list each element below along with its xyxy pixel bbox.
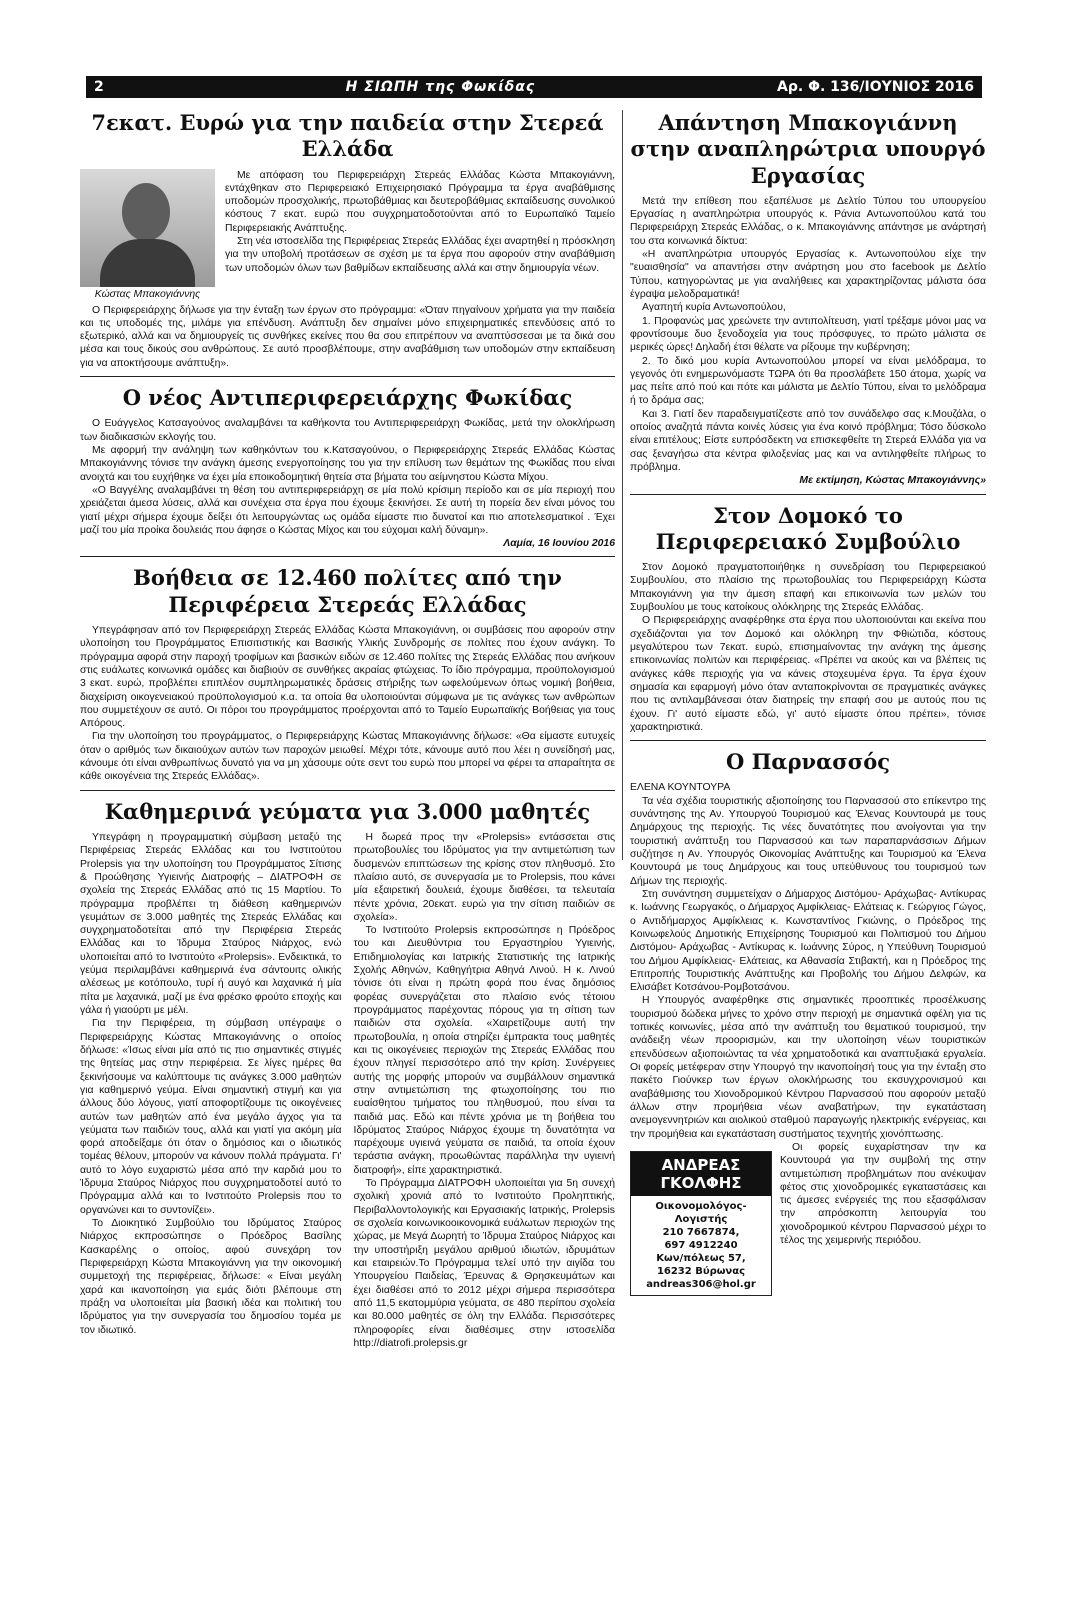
page-header: [86, 76, 982, 98]
paragraph: Υπεγράφη η προγραμματική σύμβαση μεταξύ της Περιφέρειας Στερεάς Ελλάδας και του Ινστιτούτου Prolepsis για την υλοποίηση του Προγράμματος Σίτισης & Προώθησης Υγιεινής Διατροφής – ΔΙΑΤΡΟΦΗ σε σχολεία της Στερεάς Ελλάδας από τις 15 Μαρτίου. Το πρόγραμμα προβλέπει τη διάθεση καθημερινών γευμάτων σε 3.000 μαθητές της Στερεάς Ελλάδας και συγχρηματοδοτείται από την Περιφέρεια Στερεάς Ελλάδας και το Ίδρυμα Σταύρος Νιάρχος, ενώ υλοποιείται από το Ινστιτούτο «Prolepsis». Ενδεικτικά, το γεύμα περιλαμβάνει καθημερινά ένα σάντουιτς ολικής αλέσεως με κοτόπουλο, τυρί ή αυγό και λαχανικά ή μία πίτα με λαχανικά, μαζί με ένα φρέσκο φρούτο εποχής και γάλα ή γιαούρτι με μέλι.: [80, 831, 342, 1016]
photo-block: [80, 169, 215, 300]
paragraph: «Ο Βαγγέλης αναλαμβάνει τη θέση του αντιπεριφερειάρχη σε μία πολύ κρίσιμη περίοδο και σε μία περιοχή που χρειάζεται άμεσα λύσεις, αλλά και συνέχεια στα έργα που έχουμε ξεκινήσει. Σε αυτή τη πορεία δεν είναι μόνος του γιατί μέχρι σήμερα έχουμε δείξει ότι λειτουργώντας ως ομάδα είμαστε πιο δυνατοί και πιο αποτελεσματικοί . Έχει μαζί του μία προίκα δουλειάς που άφησε ο Κώστας Μίχος και του εύχομαι καλή δύναμη».: [80, 484, 615, 536]
divider: [80, 376, 615, 377]
text-column: [80, 831, 342, 1350]
paragraph: Για την Περιφέρεια, τη σύμβαση υπέγραψε ο Περιφερειάρχης Κώστας Μπακογιάννης ο οποίος δήλωσε: «Ίσως είναι μία από τις πιο σημαντικές στιγμές της θητείας μας στην περιφέρεια. Σε λίγες ημέρες θα ξεκινήσουμε να καλύπτουμε τις ανάγκες 3.000 μαθητών για καθημερινό γεύμα. Είναι σημαντική στιγμή και για άλλους δύο λόγους, γιατί αποφορτίζουμε τις οικογένειες αυτών των μαθητών από ένα μεγάλο άγχος για τα γεύματα των παιδιών τους, αλλά και γιατί για ακόμη μία φορά αποδείξαμε ότι όταν ο δημόσιος και ο ιδιωτικός τομέας θέλουν, μπορούν να κάνουν πολλά πράγματα. Γι' αυτό το λόγο ευχαριστώ μέσα από την καρδιά μου το Ίδρυμα Σταύρος Νιάρχος που συγχρηματοδοτεί αυτό το Πρόγραμμα αλλά και το Ινστιτούτο Prolepsis που το οργανώνει και το συντονίζει».: [80, 1018, 342, 1216]
paragraph: Με απόφαση του Περιφερειάρχη Στερεάς Ελλάδας Κώστα Μπακογιάννη, εντάχθηκαν στο Περιφερειακό Επιχειρησιακό Πρόγραμμα τα έργα αναβάθμισης υποδομών προσχολικής, πρωτοβάθμιας και δευτεροβάθμιας εκπαίδευσης συνολικού κόστους 7 εκατ. ευρώ που συγχρηματοδοτούνται από το Ευρωπαϊκό Ταμείο Περιφερειακής Ανάπτυξης.: [225, 169, 615, 234]
paragraph: Υπεγράφησαν από τον Περιφερειάρχη Στερεάς Ελλάδας Κώστα Μπακογιάννη, οι συμβάσεις που αφορούν στην υλοποίηση του Προγράμματος Επισιτιστικής και Βασικής Υλικής Συνδρομής σε πολίτες που έχουν ανάγκη. Το πρόγραμμα αφορά στην παροχή τροφίμων και βασικών ειδών σε 12.460 πολίτες της Στερεάς Ελλάδας που ανήκουν στις ευάλωτες κοινωνικά ομάδες και διαβιούν σε συνθήκες ακραίας φτώχειας. Το ίδιο πρόγραμμα, προϋπολογισμού 3 εκατ. ευρώ, προβλέπει επιπλέον συμπληρωματικές δράσεις στήριξης των ωφελούμενων όπως νομική βοήθεια, διαχείριση οικογενειακού προϋπολογισμού κ.α. τα οποία θα υλοποιούνται σύμφωνα με τις ανάγκες των ανθρώπων που συμμετέχουν σε αυτό. Οι πόροι του προγράμματος προέρχονται από το Ταμείο Ευρωπαϊκής Βοήθειας για τους Απόρους.: [80, 624, 615, 730]
article-parnassos: [630, 749, 986, 1290]
paragraph: Το Ινστιτούτο Prolepsis εκπροσώπησε η Πρόεδρος του και Διευθύντρια του Εργαστηρίου Υγιεινής, Επιδημιολογίας και Ιατρικής Στατιστικής της Ιατρικής Σχολής Αθηνών, Καθηγήτρια Αθηνά Λινού. Η κ. Λινού τόνισε ότι είναι η πρώτη φορά που ένας δημόσιος φορέας συνεργάζεται στο πλαίσιο ενός τέτοιου προγράμματος παρέχοντας πόρους για τη σίτιση των παιδιών στα σχολεία. «Χαιρετίζουμε αυτή την πρωτοβουλία, η οποία στηρίζει έμπρακτα τους μαθητές και τις οικογένειες περιοχών της Στερεάς Ελλάδας που έχουν πληγεί περισσότερο από την κρίση. Συνέργειες αυτής της μορφής μπορούν να συμβάλλουν σημαντικά στην αντιμετώπιση της φτωχοποίησης του πιο ευαίσθητου τμήματος του πληθυσμού, που είναι τα παιδιά μας. Εδώ και πέντε χρόνια με τη βοήθεια του Ιδρύματος Σταύρος Νιάρχος έχουμε τη δυνατότητα να παρέχουμε υγιεινά γεύματα σε παιδιά, τα οποία έχουν τεράστια ανάγκη, προωθώντας παράλληλα την υγιεινή διατροφή», είπε χαρακτηριστικά.: [353, 925, 615, 1176]
photo-caption: Κώστας Μπακογιάννης: [94, 288, 201, 300]
advertisement-box: [630, 1151, 772, 1296]
ad-line: Οικονομολόγος-Λογιστής: [655, 1200, 747, 1225]
article-title: Απάντηση Μπακογιάννη στην αναπληρώτρια υπουργό Εργασίας: [630, 110, 986, 188]
article-meals: [80, 799, 615, 1350]
advertiser-name: ΑΝΔΡΕΑΣ ΓΚΟΛΦΗΣ: [631, 1152, 771, 1196]
article-title: 7εκατ. Ευρώ για την παιδεία στην Στερεά Ελλάδα: [91, 110, 604, 162]
paragraph: 1. Προφανώς μας χρεώνετε την αντιπολίτευση, γιατί τρέξαμε μόνοι μας να φροντίσουμε δυο ξενοδοχεία για τους πρόσφυγες, το πρώτο μάλιστα σε μερικές ώρες! Δηλαδή έτσι θέλατε να ρίξουμε την κυβέρνηση;: [630, 315, 986, 354]
paragraph: Στη συνάντηση συμμετείχαν ο Δήμαρχος Διστόμου- Αράχωβας- Αντίκυρας κ. Ιωάννης Γεωργακός, ο Δήμαρχος Αμφίκλειας- Ελάτειας κ. Γεώργιος Γώγος, ο Αντιδήμαρχος Αμφίκλειας κ. Κωνσταντίνος Γκιώνης, ο Πρόεδρος της Κοινωφελούς Δημοτικής Επιχείρησης Τουρισμού και Πολιτισμού του Δήμου Διστόμου- Αράχωβας - Αντίκυρας κ. Ιωάννης Σύρος, η Υπεύθυνη Τουρισμού του Δήμου Αμφίκλειας- Ελάτειας, κα Αθανασία Στιβακτή, και η Πρόεδρος της Επιτροπής Τουριστικής Ανάπτυξης και Προβολής του Δήμου Δελφών, κα Ελισάβετ Κοτσάνου-Ρομβοτσάνου.: [630, 888, 986, 994]
article-title: Βοήθεια σε 12.460 πολίτες από την Περιφέρεια Στερεάς Ελλάδας: [133, 565, 562, 617]
ad-line: 16232 Βύρωνας: [656, 1265, 746, 1277]
signature: Με εκτίμηση, Κώστας Μπακογιάννης»: [799, 475, 986, 487]
paragraph: 2. Το δικό μου κυρία Αντωνοπούλου μπορεί να είναι μελόδραμα, το γεγονός ότι ενημερωνόμαστε ΤΩΡΑ ότι θα προσλάβετε 150 άτομα, χωρίς να μας πείτε από πού και πότε και μάλιστα με Δελτίο Τύπου, είναι το μελόδραμα ή το δράμα σας;: [630, 355, 986, 407]
paragraph: Αγαπητή κυρία Αντωνοπούλου,: [642, 302, 786, 314]
paragraph: Στη νέα ιστοσελίδα της Περιφέρειας Στερεάς Ελλάδας έχει αναρτηθεί η πρόσκληση για την υποβολή προτάσεων σε σχέση με τα έργα που αφορούν στην αναβάθμιση των υποδομών όλων των βαθμίδων εκπαίδευσης αλλά και στην δημιουργία νέων.: [225, 236, 615, 274]
article-aid: [80, 565, 615, 783]
page-number: 2: [94, 79, 104, 95]
dateline: Λαμία, 16 Ιουνίου 2016: [503, 538, 615, 550]
paragraph: Για την υλοποίηση του προγράμματος, ο Περιφερειάρχης Κώστας Μπακογιάννης δήλωσε: «Θα είμαστε ευτυχείς όταν ο αριθμός των δικαιούχων αυτών των παροχών μειωθεί. Μέχρι τότε, κάνουμε αυτό που λέει η συνείδησή μας, κάνουμε ότι είναι ανθρωπίνως δυνατό για να μη χάσουμε ούτε σεντ του ευρώ που μπορεί να φέρει τα απαραίτητα σε κάθε οικογένεια της Στερεάς Ελλάδας».: [80, 731, 615, 783]
portrait-photo: [80, 169, 215, 287]
article-reply: [630, 110, 986, 488]
paragraph: Μετά την επίθεση που εξαπέλυσε με Δελτίο Τύπου του υπουργείου Εργασίας η αναπληρώτρια υπουργός κ. Ράνια Αντωνοπούλου κατά του Περιφερειάρχη Στερεάς Ελλάδας, ο κ. Μπακογιάννης απάντησε με ανάρτησή του στα κοινωνικά δίκτυα:: [630, 195, 986, 247]
divider: [80, 556, 615, 557]
article-deputy-governor: [80, 385, 615, 550]
paragraph: Τα νέα σχέδια τουριστικής αξιοποίησης του Παρνασσού στο επίκεντρο της συνάντησης της Αν. Υπουργού Τουρισμού κας Έλενας Κουντουρά με τους Δημάρχους της περιοχής. Τις νέες δυνατότητες που ανοίγονται για την τουριστική ανάπτυξη του Παρνασσού και των παραπαρνάσσιων Δήμων συζήτησε η Αν. Υπουργός Οικονομίας Ανάπτυξης και Τουρισμού κα Έλενα Κουντουρά με τους Δημάρχους και τους υπεύθυνους του τουρισμού των Δήμων της περιοχής.: [630, 795, 986, 887]
paragraph: Το Πρόγραμμα ΔΙΑΤΡΟΦΗ υλοποιείται για 5η συνεχή σχολική χρονιά από το Ινστιτούτο Προληπτικής, Περιβαλλοντολογικής και Εργασιακής Ιατρικής, Prolepsis σε σχολεία κοινωνικοοικονομικά ευάλωτων περιοχών της χώρας, με Μεγά Δωρητή το Ίδρυμα Σταύρος Νιάρχος και την υποστήριξη μεγάλου αριθμού ιδιωτών, ιδρυμάτων και εταιρειών.Το Πρόγραμμα τελεί υπό την αιγίδα του Υπουργείου Παιδείας, Έρευνας & Θρησκευμάτων και έχει διαθέσει από το 2012 μέχρι σήμερα περισσότερα από 11,5 εκατομμύρια γεύματα, σε 480 περίπου σχολεία και 80.000 μαθητές σε όλη την Ελλάδα. Περισσότερες πληροφορίες είναι διαθέσιμες στην ιστοσελίδα http://diatrofi.prolepsis.gr: [353, 1178, 615, 1349]
divider: [630, 494, 986, 495]
paragraph: Με αφορμή την ανάληψη των καθηκόντων του κ.Κατσαγούνου, ο Περιφερειάρχης Στερεάς Ελλάδας Κώστας Μπακογιάννης τόνισε την ανάγκη άμεσης ενεργοποίησης του για την επίλυση των θεμάτων της Φωκίδας που είναι ανοιχτά και του ευχήθηκε να έχει μία εποικοδομητική θητεία στα βήματα του αείμνηστου Κώστα Μίχου.: [80, 444, 615, 483]
paragraph: Στον Δομοκό πραγματοποιήθηκε η συνεδρίαση του Περιφερειακού Συμβουλίου, στο πλαίσιο της πρωτοβουλίας του Περιφερειάρχη Κώστα Μπακογιάννη για την άμεση επαφή και επικοινωνία των μελών του Συμβουλίου με τους κατοίκους ολόκληρης της Στερεάς Ελλάδας.: [630, 562, 986, 614]
article-domokos: [630, 503, 986, 735]
article-title: Ο νέος Αντιπεριφερειάρχης Φωκίδας: [122, 385, 573, 411]
ad-line: 210 7667874,: [662, 1226, 740, 1238]
paragraph: Η δωρεά προς την «Prolepsis» εντάσσεται στις πρωτοβουλίες του Ιδρύματος για την αντιμετώπιση των δυσμενών επιπτώσεων της κρίσης στον πληθυσμό. Στο πλαίσιο αυτό, σε συνεργασία με το Prolepsis, που κάνει μία εξαιρετική δουλειά, έχουμε διαθέσει, τα τελευταία πέντε χρόνια, 20εκατ. ευρώ για την σίτιση παιδιών σε σχολεία».: [353, 831, 615, 923]
ad-line: 697 4912240: [664, 1239, 738, 1251]
paragraph: «Η αναπληρώτρια υπουργός Εργασίας κ. Αντωνοπούλου είχε την "ευαισθησία" να απαντήσει στην ανάρτηση μου στο facebook με Δελτίο Τύπου, κατηγορώντας με για αναλήθειες και χαρακτηρίζοντας μάλιστα όσα έγραψα μελοδραματικά!: [630, 249, 986, 300]
column-divider: [622, 110, 623, 860]
right-column: [630, 110, 986, 1296]
ad-line: Κων/πόλεως 57,: [656, 1252, 746, 1264]
publication-name: Η ΣΙΩΠΗ της Φωκίδας: [345, 79, 536, 95]
author: ΕΛΕΝΑ ΚΟΥΝΤΟΥΡΑ: [630, 782, 731, 794]
article-title: Ο Παρνασσός: [725, 749, 891, 775]
paragraph: Η Υπουργός αναφέρθηκε στις σημαντικές προοπτικές προσέλκυσης τουρισμού δώδεκα μήνες το χρόνο στην περιοχή με σημαντικά οφέλη για τις τοπικές κοινωνίες, μέσα από την ανάπτυξη του θεματικού τουρισμού, την ανάδειξη νέων προορισμών, και την υλοποίηση νέων τουριστικών επενδύσεων αξιοποιώντας τα νέα χρηματοδοτικά και αναπτυξιακά εργαλεία. Οι φορείς μετέφεραν στην Υπουργό την ικανοποίησή τους για την ένταξη στο πακέτο Γιούνκερ των έργων ολοκλήρωσης του εκσυγχρονισμού και αναβάθμισης του Χιονοδρομικού Κέντρου Παρνασσού που αφορούν μεταξύ άλλων στην προμήθεια νέων αναβατήρων, την εγκατάσταση ανεμογεννητριών και αιολικού σταθμού παραγωγής ηλεκτρικής ενέργειας, και την προμήθεια και εγκατάσταση συστήματος τεχνητής χιονόπτωσης.: [630, 995, 986, 1140]
divider: [80, 790, 615, 791]
paragraph: Ο Περιφερειάρχης αναφέρθηκε στα έργα που υλοποιούνται και εκείνα που σχεδιάζονται για τον Δομοκό και ολόκληρη την Φθιώτιδα, κόστους μεγαλύτερου των 7εκατ. ευρώ, επισημαίνοντας την ανάγκη της άμεσης επικοινωνίας πολιτών και περιφέρειας. «Πρέπει να ακούς και να βλέπεις τις ανάγκες κάθε περιοχής για να κάνεις στοχευμένα έργα. Τα έργα έχουν σημασία και εφαρμογή μόνο όταν ανταποκρίνονται σε πραγματικές ανάγκες που τις αντιλαμβάνεσαι όταν διατηρείς την επαφή σου με αυτούς που τις έχουν. Γι' αυτό είμαστε εδώ, γι' αυτό είμαστε όπου πρέπει», τόνισε χαρακτηριστικά.: [630, 615, 986, 733]
article-title: Στον Δομοκό το Περιφερειακό Συμβούλιο: [655, 502, 961, 554]
paragraph: Οι φορείς ευχαρίστησαν την κα Κουντουρά για την συμβολή της στην αντιμετώπιση προβλημάτων που ανέκυψαν φέτος στις χιονοδρομικές εγκαταστάσεις και τις άμεσες ενέργειές της που εξασφάλισαν την απρόσκοπτη λειτουργία του χιονοδρομικού κέντρου Παρνασσού μέχρι το τέλος της χειμερινής περιόδου.: [780, 1141, 986, 1247]
text-column: [354, 831, 616, 1350]
issue-number: Αρ. Φ. 136/ΙΟΥΝΙΟΣ 2016: [777, 79, 974, 95]
left-column: [80, 110, 615, 1350]
article-education: [80, 110, 615, 370]
divider: [630, 740, 986, 741]
paragraph: Ο Ευάγγελος Κατσαγούνος αναλαμβάνει τα καθήκοντα του Αντιπεριφερειάρχη Φωκίδας, μετά την ολοκλήρωση των διαδικασιών εκλογής του.: [80, 418, 615, 443]
paragraph: Και 3. Γιατί δεν παραδειγματίζεστε από τον συνάδελφο σας κ.Μουζάλα, ο οποίος αναζητά πάντα κοινές λύσεις για ένα κοινό πρόβλημα; Τόσο δύσκολο είναι επιτέλους; Είστε ευπρόσδεκτη να επισκεφθείτε τη Στερεά Ελλάδα για να σας ξεναγήσω στα κέντρα φιλοξενίας μας και να αντιληφθείτε πλήρως το πρόβλημα.: [630, 408, 986, 473]
ad-line: andreas306@hol.gr: [646, 1278, 756, 1290]
paragraph: Ο Περιφερειάρχης δήλωσε για την ένταξη των έργων στο πρόγραμμα: «Όταν πηγαίνουν χρήματα για την παιδεία και τις υποδομές της, μιλάμε για επένδυση. Ανάπτυξη δεν σημαίνει μόνο επιχειρηματικές επενδύσεις από το εξωτερικό, αλλά και να δημιουργείς τις συνθήκες εκείνες που θα σου επιτρέπουν να αναπτύσσεσαι με τα δικά σου μέσα και τους δικούς σου ανθρώπους. Σε αυτό προσβλέπουμε, στην αναβάθμιση των υποδομών στην εκπαίδευση για να αποκτήσουμε ανάπτυξη».: [80, 304, 615, 369]
paragraph: Το Διοικητικό Συμβούλιο του Ιδρύματος Σταύρος Νιάρχος εκπροσώπησε ο Πρόεδρος Βασίλης Κασκαρέλης ο οποίος, αφού συνεχάρη τον Περιφερειάρχη Κώστα Μπακογιάννη για την οικονομική συμμετοχή της περιφέρειας, δήλωσε: « Είναι μεγάλη χαρά και ικανοποίηση για εμάς διότι βλέπουμε στη πράξη να υλοποιείται μία βασική ιδέα και πολιτική του Ιδρύματος για την συνεργασία του δημοσίου τομέα με τον ιδιωτικό.: [80, 1218, 342, 1336]
article-title: Καθημερινά γεύματα για 3.000 μαθητές: [104, 798, 591, 824]
